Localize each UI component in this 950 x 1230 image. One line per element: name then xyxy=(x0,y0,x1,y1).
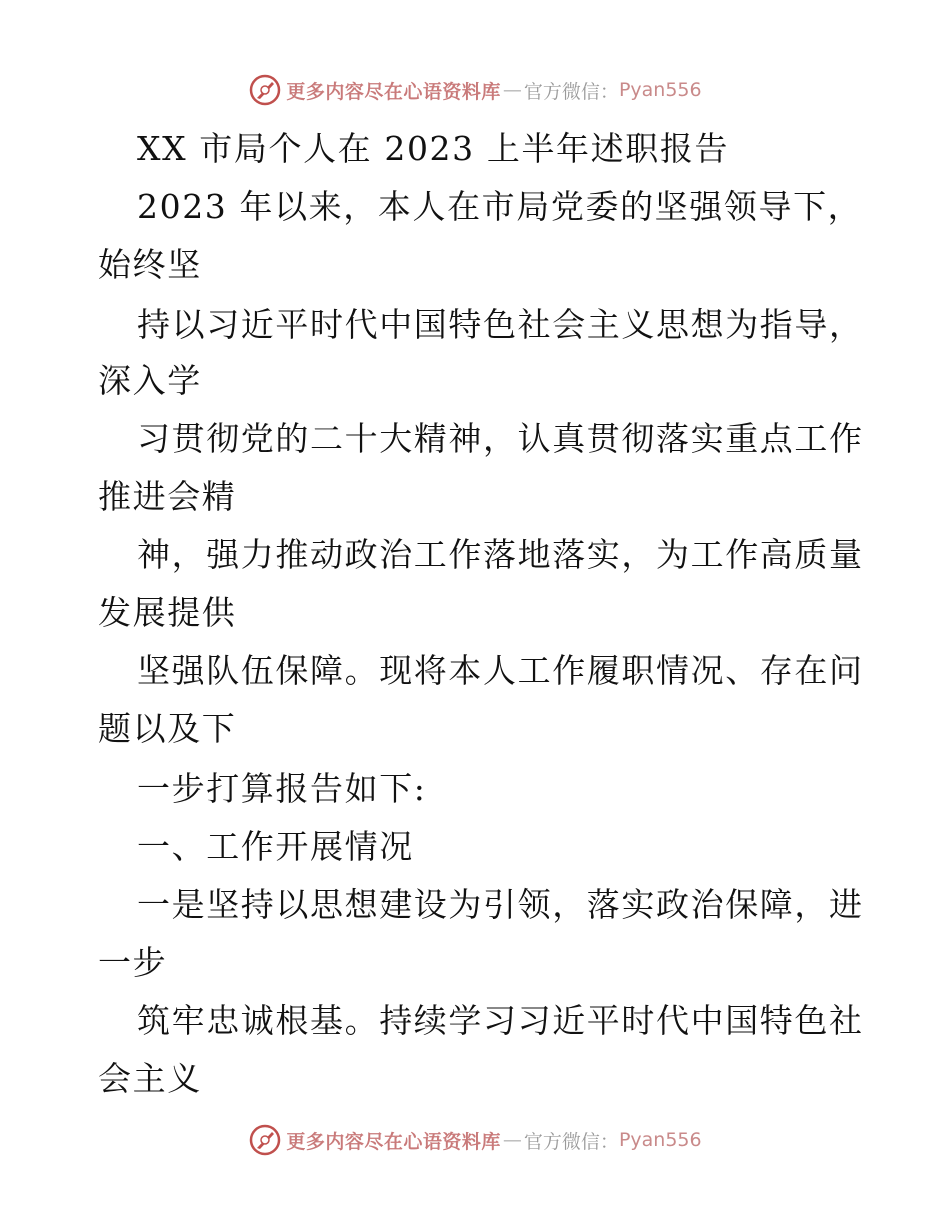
watermark-wechat-label: 官方微信： xyxy=(523,80,619,103)
text-line: 一步打算报告如下: xyxy=(137,769,427,808)
text-line: 发展提供 xyxy=(98,593,237,632)
section-heading: 一、工作开展情况 xyxy=(137,827,414,866)
text-line: 神，强力推动政治工作落地落实，为工作高质量 xyxy=(137,535,864,574)
watermark-dash: — xyxy=(502,79,522,101)
text-line: 始终坚 xyxy=(98,245,202,284)
watermark-wechat-id: Pyan556 xyxy=(618,1129,702,1151)
watermark-wechat-label: 官方微信： xyxy=(523,1130,619,1153)
text-line: 推进会精 xyxy=(98,477,237,516)
watermark-dash: — xyxy=(502,1129,522,1151)
quill-logo-icon xyxy=(248,1123,282,1157)
text-line: 一步 xyxy=(98,943,168,982)
document-title: XX 市局个人在 2023 上半年述职报告 xyxy=(137,129,730,168)
text-line: 持以习近平时代中国特色社会主义思想为指导， xyxy=(137,305,864,344)
text-line: 题以及下 xyxy=(98,709,237,748)
header-watermark xyxy=(0,70,950,110)
text-line: 坚强队伍保障。现将本人工作履职情况、存在问 xyxy=(137,651,864,690)
quill-logo-icon xyxy=(248,73,282,107)
text-line: 一是坚持以思想建设为引领，落实政治保障，进 xyxy=(137,885,864,924)
text-line: 习贯彻党的二十大精神，认真贯彻落实重点工作 xyxy=(137,419,864,458)
watermark-site-name: 更多内容尽在心语资料库 xyxy=(286,80,501,103)
text-line: 深入学 xyxy=(98,361,202,400)
text-line: 会主义 xyxy=(98,1059,202,1098)
text-line: 筑牢忠诚根基。持续学习习近平时代中国特色社 xyxy=(137,1001,864,1040)
footer-watermark xyxy=(0,1120,950,1160)
watermark-site-name: 更多内容尽在心语资料库 xyxy=(286,1130,501,1153)
watermark-wechat-id: Pyan556 xyxy=(618,79,702,101)
text-line: 2023 年以来，本人在市局党委的坚强领导下， xyxy=(137,187,863,226)
